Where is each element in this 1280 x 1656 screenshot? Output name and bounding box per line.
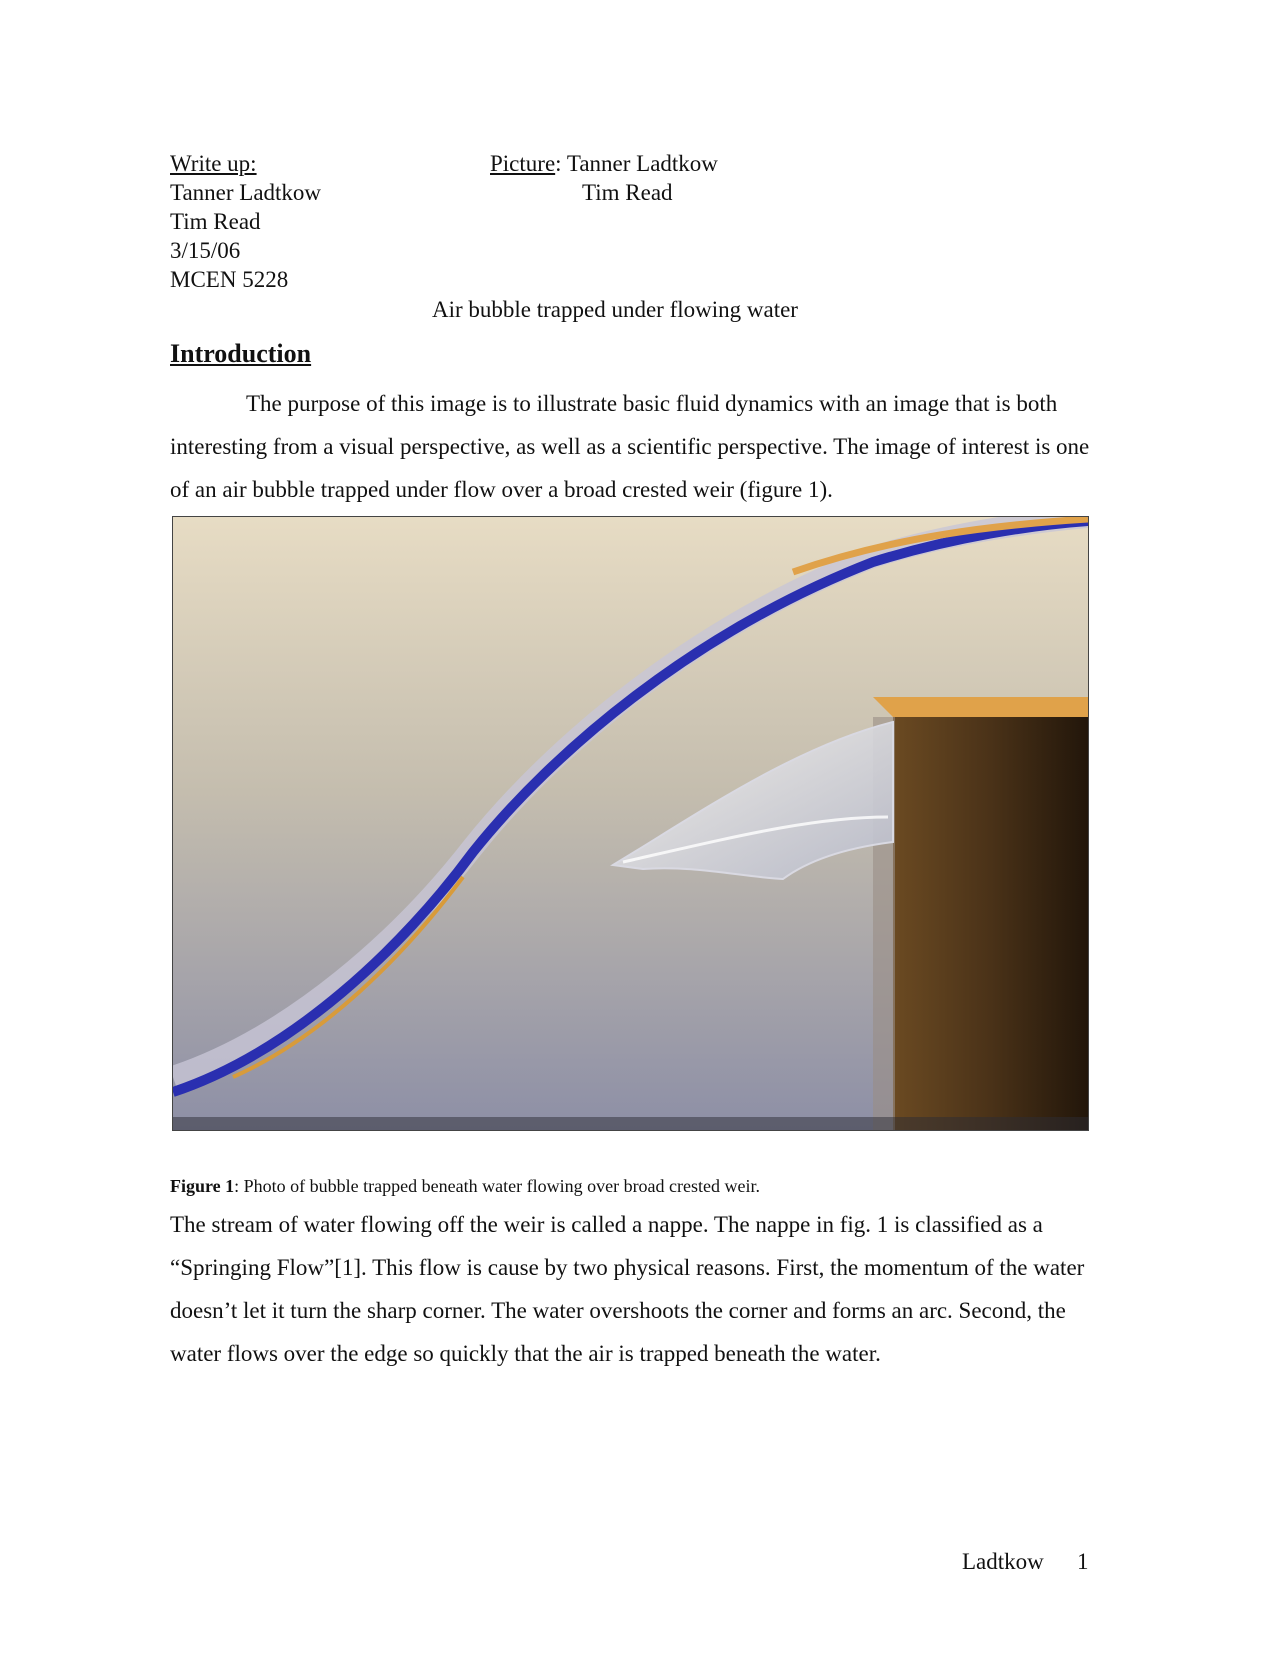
picture-credit: Picture: Tanner Ladtkow	[490, 151, 718, 176]
figure-caption-text: : Photo of bubble trapped beneath water flowing over broad crested weir.	[234, 1176, 761, 1196]
course-code: MCEN 5228	[170, 267, 289, 292]
figure-label: Figure 1	[170, 1176, 235, 1196]
picture-label: Picture	[490, 151, 556, 176]
figure-caption	[170, 1174, 760, 1198]
document-title: Air bubble trapped under flowing water	[432, 297, 798, 322]
page-number: 1	[1077, 1549, 1089, 1574]
picture-author-1: Tanner Ladtkow	[566, 151, 718, 176]
weir-photo-illustration	[173, 517, 1088, 1130]
picture-author-2: Tim Read	[582, 180, 673, 205]
introduction-heading: Introduction	[170, 339, 312, 368]
footer-author: Ladtkow	[962, 1549, 1044, 1574]
date: 3/15/06	[170, 238, 241, 263]
introduction-paragraph: The purpose of this image is to illustrate basic fluid dynamics with an image that is both interesting from a visual perspective, as well as a scientific perspective. The image of interest is one of an air bubble trapped under flow over a broad crested weir (figure 1).	[170, 391, 1090, 502]
writeup-author-2: Tim Read	[170, 209, 261, 234]
figure-photo	[172, 516, 1089, 1131]
writeup-author-1: Tanner Ladtkow	[170, 180, 322, 205]
body-paragraph: The stream of water flowing off the weir is called a nappe. The nappe in fig. 1 is classified as a “Springing Flow”[1]. This flow is cause by two physical reasons. First, the momentum of the water doesn’t let it turn the sharp corner. The water overshoots the corner and forms an arc. Second, the water flows over the edge so quickly that the air is trapped beneath the water.	[170, 1212, 1085, 1366]
writeup-label: Write up:	[170, 151, 257, 176]
